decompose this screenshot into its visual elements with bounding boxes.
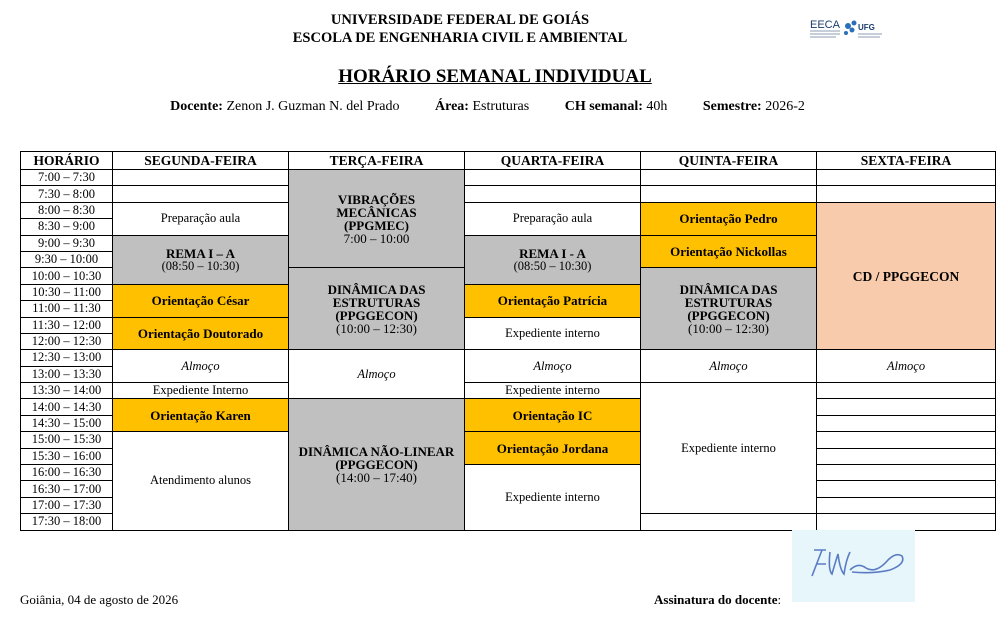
table-row [21, 186, 996, 202]
wed-almoco: Almoço [465, 350, 641, 383]
page-title: HORÁRIO SEMANAL INDIVIDUAL [338, 66, 652, 87]
empty-cell [817, 481, 996, 497]
time-cell: 16:00 – 16:30 [21, 465, 113, 481]
empty-cell [817, 465, 996, 481]
time-cell: 16:30 – 17:00 [21, 481, 113, 497]
time-cell: 14:30 – 15:00 [21, 415, 113, 431]
wed-orientacao-ic: Orientação IC [465, 399, 641, 432]
time-cell: 8:00 – 8:30 [21, 202, 113, 218]
time-cell: 9:30 – 10:00 [21, 251, 113, 267]
docente-field: Docente: Zenon J. Guzman N. del Prado [170, 99, 400, 114]
time-cell: 12:30 – 13:00 [21, 350, 113, 366]
time-cell: 17:30 – 18:00 [21, 514, 113, 530]
time-cell: 15:30 – 16:00 [21, 448, 113, 464]
mon-orientacao-karen: Orientação Karen [113, 399, 289, 432]
schedule-table [20, 151, 996, 531]
empty-cell [817, 399, 996, 415]
thu-orientacao-pedro: Orientação Pedro [641, 202, 817, 235]
empty-cell [817, 170, 996, 186]
time-cell: 10:00 – 10:30 [21, 268, 113, 284]
time-cell: 9:00 – 9:30 [21, 235, 113, 251]
empty-cell [817, 186, 996, 202]
thu-dinamica-estruturas: DINÂMICA DAS ESTRUTURAS (PPGGECON) (10:00 – 12:30) [641, 268, 817, 350]
mon-preparacao: Preparação aula [113, 202, 289, 235]
time-cell: 14:00 – 14:30 [21, 399, 113, 415]
empty-cell [817, 432, 996, 448]
empty-cell [113, 170, 289, 186]
col-terca: TERÇA-FEIRA [289, 152, 465, 170]
empty-cell [465, 170, 641, 186]
ch-field: CH semanal: 40h [564, 99, 668, 114]
tue-vibracoes: VIBRAÇÕES MECÂNICAS (PPGMEC) 7:00 – 10:00 [289, 170, 465, 268]
empty-cell [817, 383, 996, 399]
thu-orientacao-nickollas: Orientação Nickollas [641, 235, 817, 268]
wed-expediente-interno: Expediente interno [465, 383, 641, 399]
teacher-info [0, 99, 975, 115]
thu-expediente-interno: Expediente interno [641, 383, 817, 514]
empty-cell [817, 415, 996, 431]
tue-almoco: Almoço [289, 350, 465, 399]
place-date: Goiânia, 04 de agosto de 2026 [20, 592, 179, 607]
col-quinta: QUINTA-FEIRA [641, 152, 817, 170]
time-cell: 7:00 – 7:30 [21, 170, 113, 186]
fri-almoco: Almoço [817, 350, 996, 383]
signature-label: Assinatura do docente: [654, 592, 782, 607]
area-field: Área: Estruturas [435, 99, 530, 114]
time-cell: 13:00 – 13:30 [21, 366, 113, 382]
table-row [21, 432, 996, 448]
col-quarta: QUARTA-FEIRA [465, 152, 641, 170]
time-cell: 12:00 – 12:30 [21, 333, 113, 349]
empty-cell [817, 448, 996, 464]
time-cell: 17:00 – 17:30 [21, 497, 113, 513]
mon-rema: REMA I – A (08:50 – 10:30) [113, 235, 289, 284]
mon-expediente-interno: Expediente Interno [113, 383, 289, 399]
eeca-ufg-logo [810, 18, 890, 40]
table-row [21, 170, 996, 186]
wed-rema: REMA I - A (08:50 – 10:30) [465, 235, 641, 284]
thu-almoco: Almoço [641, 350, 817, 383]
empty-cell [641, 514, 817, 530]
mon-almoco: Almoço [113, 350, 289, 383]
wed-orientacao-jordana: Orientação Jordana [465, 432, 641, 465]
semestre-field: Semestre: 2026-2 [702, 99, 805, 114]
col-sexta: SEXTA-FEIRA [817, 152, 996, 170]
col-horario: HORÁRIO [21, 152, 113, 170]
wed-preparacao: Preparação aula [465, 202, 641, 235]
empty-cell [817, 497, 996, 513]
wed-expediente-interno: Expediente interno [465, 465, 641, 531]
header-row [21, 152, 996, 170]
col-segunda: SEGUNDA-FEIRA [113, 152, 289, 170]
tue-dinamica-estruturas: DINÂMICA DAS ESTRUTURAS (PPGGECON) (10:00 – 12:30) [289, 268, 465, 350]
wed-orientacao-patricia: Orientação Patrícia [465, 284, 641, 317]
university-name: UNIVERSIDADE FEDERAL DE GOIÁS [330, 12, 590, 28]
time-cell: 11:30 – 12:00 [21, 317, 113, 333]
empty-cell [465, 186, 641, 202]
eeca-logo-text: EECA [810, 19, 840, 31]
empty-cell [641, 170, 817, 186]
table-row [21, 350, 996, 366]
tue-dinamica-nao-linear: DINÂMICA NÃO-LINEAR (PPGGECON) (14:00 – 17:40) [289, 399, 465, 530]
institution-header [0, 11, 920, 47]
mon-atendimento-alunos: Atendimento alunos [113, 432, 289, 530]
table-row [21, 399, 996, 415]
mon-orientacao-cesar: Orientação César [113, 284, 289, 317]
time-cell: 7:30 – 8:00 [21, 186, 113, 202]
school-name: ESCOLA DE ENGENHARIA CIVIL E AMBIENTAL [292, 30, 628, 46]
empty-cell [113, 186, 289, 202]
time-cell: 15:00 – 15:30 [21, 432, 113, 448]
signature-image [792, 530, 915, 602]
empty-cell [817, 514, 996, 530]
fri-cd-ppggecon: CD / PPGGECON [817, 202, 996, 350]
ufg-logo-text: UFG [858, 23, 875, 32]
time-cell: 8:30 – 9:00 [21, 219, 113, 235]
table-row [21, 383, 996, 399]
mon-orientacao-doutorado: Orientação Doutorado [113, 317, 289, 350]
table-row [21, 202, 996, 218]
time-cell: 13:30 – 14:00 [21, 383, 113, 399]
time-cell: 10:30 – 11:00 [21, 284, 113, 300]
empty-cell [641, 186, 817, 202]
time-cell: 11:00 – 11:30 [21, 301, 113, 317]
wed-expediente-interno: Expediente interno [465, 317, 641, 350]
